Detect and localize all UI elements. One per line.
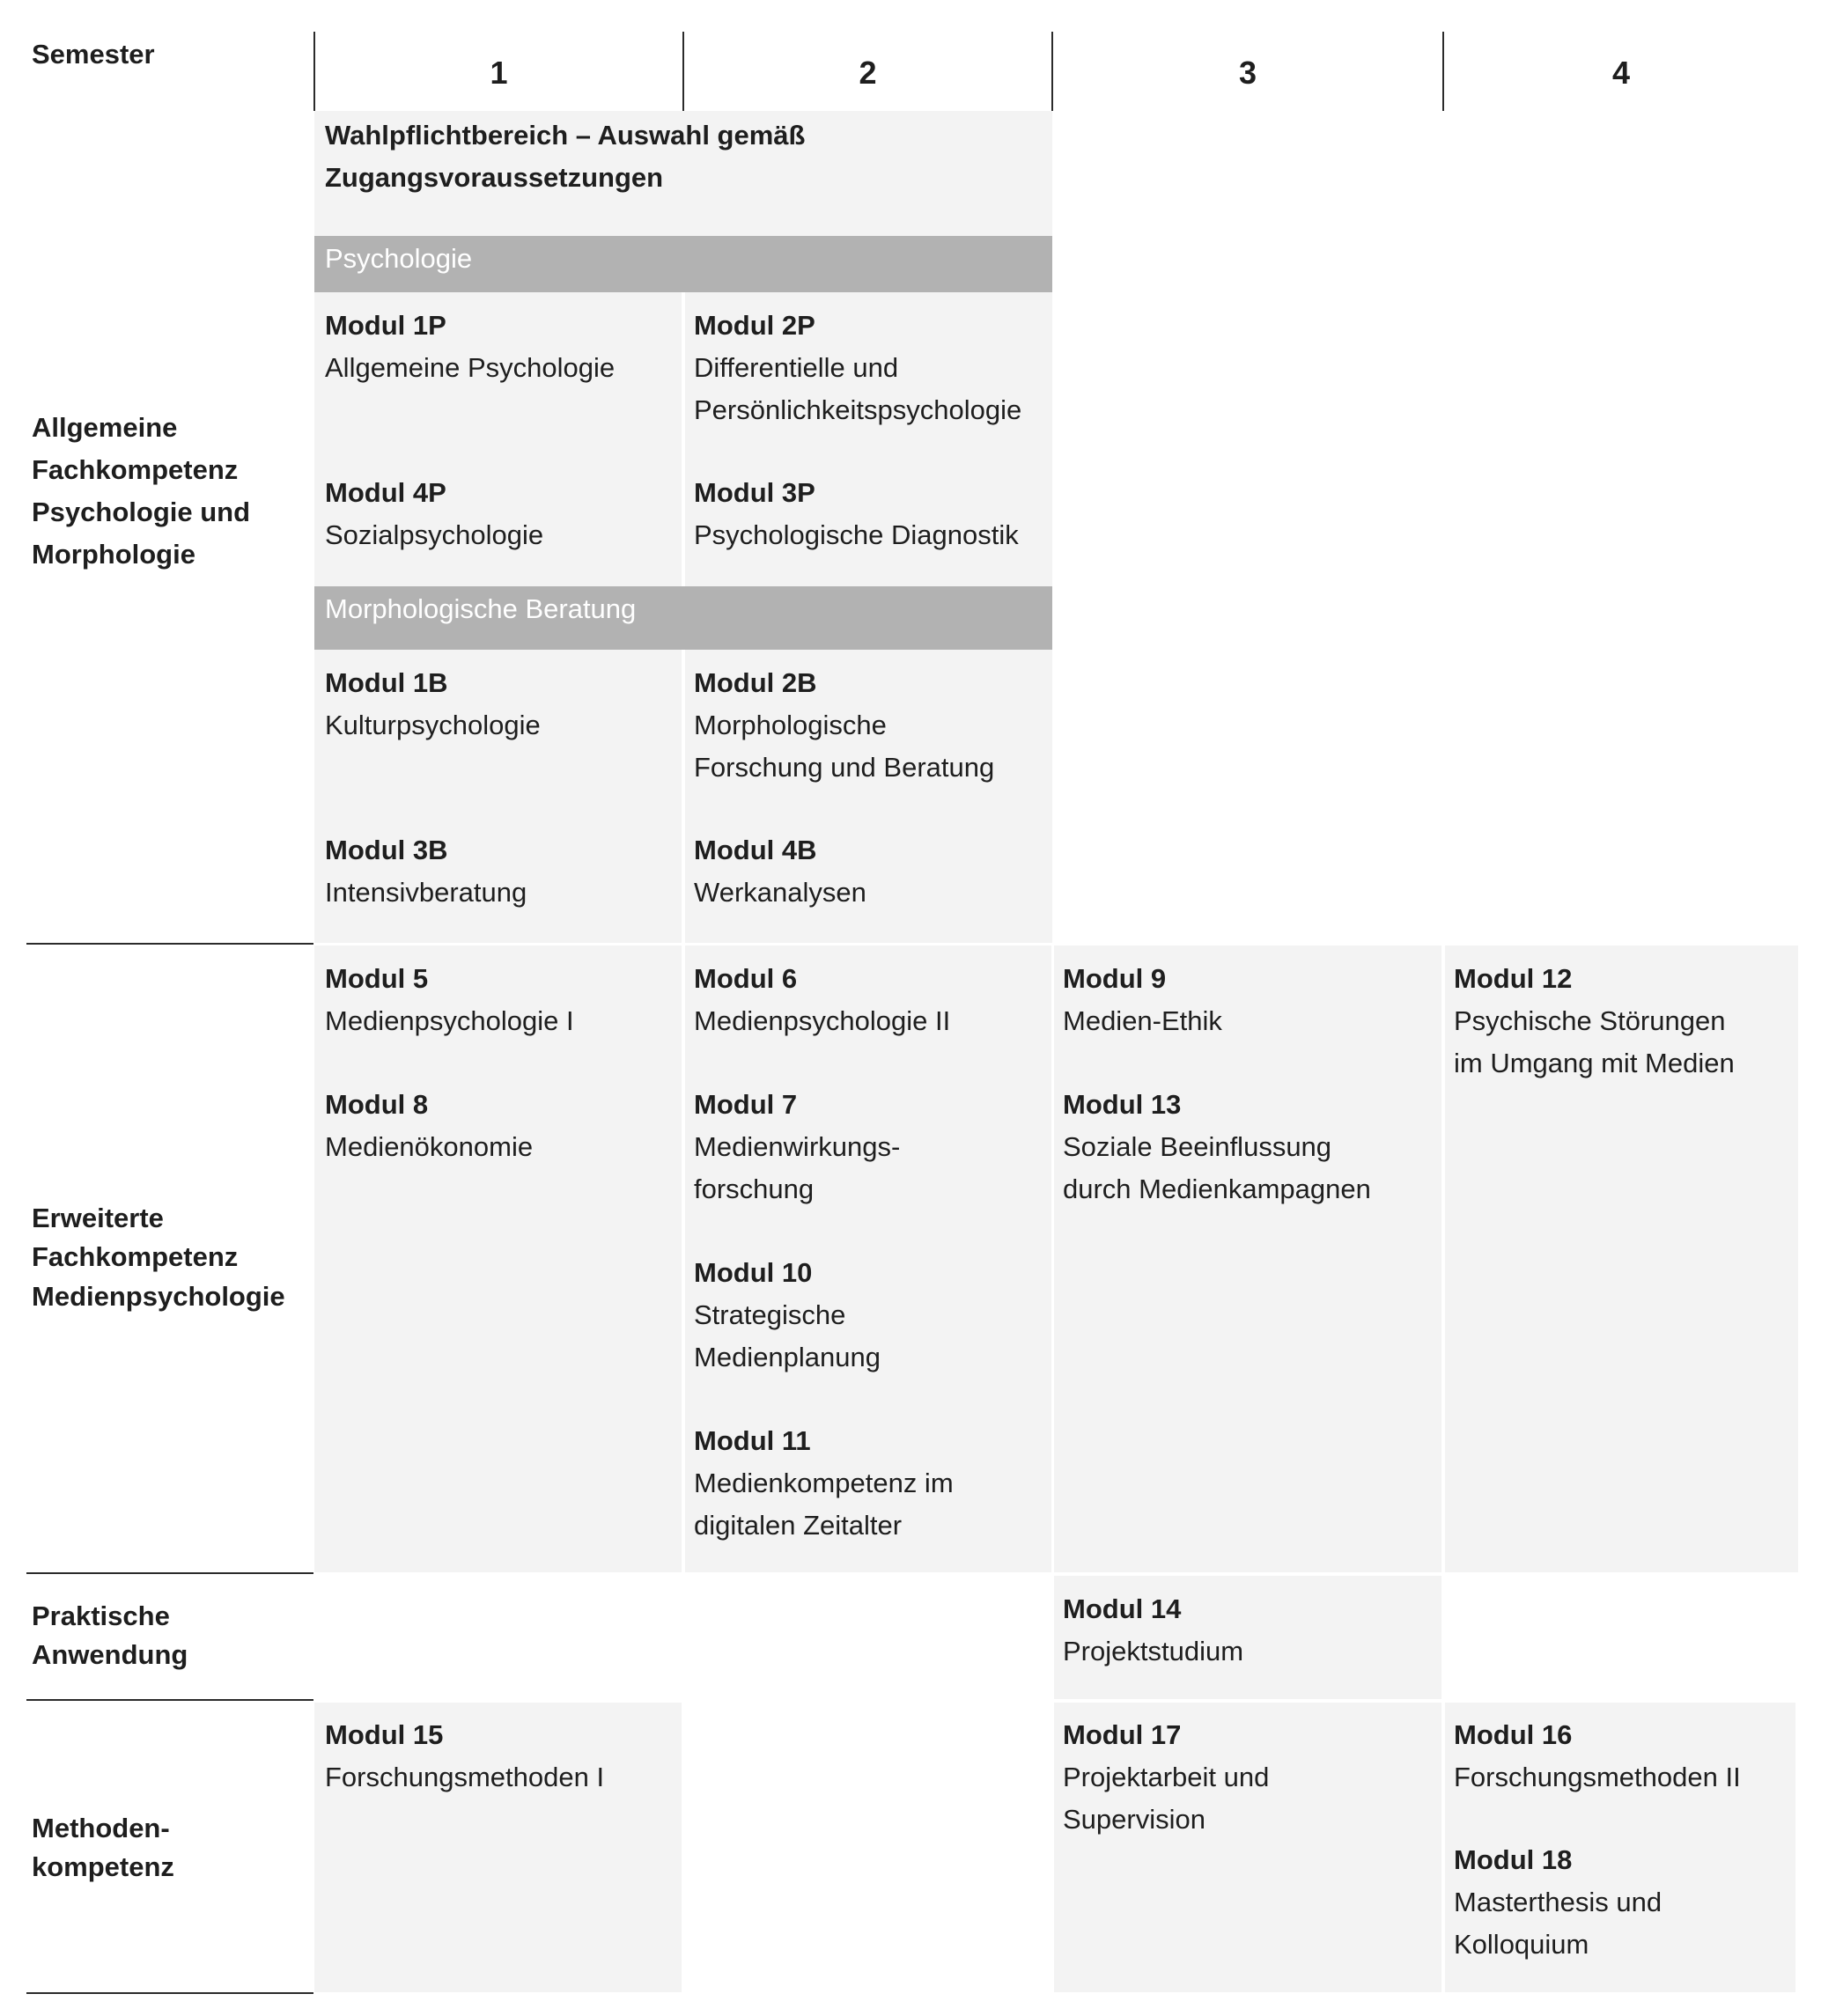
module-3p: Modul 3P Psychologische Diagnostik	[694, 477, 1019, 551]
psychologie-band: Psychologie	[314, 236, 1052, 292]
module-10: Modul 10 Strategische Medienplanung	[694, 1257, 881, 1373]
row-separator	[26, 943, 313, 945]
row-label-erweiterte: Erweiterte Fachkompetenz Medienpsychologie	[32, 1203, 285, 1312]
module-17: Modul 17 Projektarbeit und Supervision	[1063, 1719, 1270, 1836]
module-12: Modul 12 Psychische Störungen im Umgang mit Medien	[1454, 963, 1735, 1079]
module-16: Modul 16 Forschungsmethoden II	[1454, 1719, 1741, 1793]
module-5: Modul 5 Medienpsychologie I	[325, 963, 574, 1037]
semester-2-header: 2	[859, 55, 877, 91]
module-1b: Modul 1B Kulturpsychologie	[325, 667, 541, 741]
module-4b: Modul 4B Werkanalysen	[694, 835, 866, 909]
module-4p: Modul 4P Sozialpsychologie	[325, 477, 544, 551]
module-6: Modul 6 Medienpsychologie II	[694, 963, 951, 1037]
row-label-allgemeine: Allgemeine Fachkompetenz Psychologie und Morphologie	[32, 412, 251, 570]
module-14: Modul 14 Projektstudium	[1063, 1593, 1244, 1667]
module-1p: Modul 1P Allgemeine Psychologie	[325, 310, 616, 384]
semester-1-header: 1	[490, 55, 508, 91]
module-7: Modul 7 Medienwirkungs- forschung	[694, 1089, 901, 1205]
module-9: Modul 9 Medien-Ethik	[1063, 963, 1222, 1037]
row-separator	[26, 1992, 313, 1994]
row-separator	[26, 1572, 313, 1574]
module-13: Modul 13 Soziale Beeinflussung durch Medienkampagnen	[1063, 1089, 1371, 1205]
semester-4-header: 4	[1611, 55, 1631, 91]
row-label-praktische: Praktische Anwendung	[32, 1600, 188, 1671]
semester-label: Semester	[32, 39, 155, 70]
beratung-band: Morphologische Beratung	[314, 586, 1052, 650]
module-2p: Modul 2P Differentielle und Persönlichkeitspsychologie	[694, 310, 1022, 426]
module-15: Modul 15 Forschungsmethoden I	[325, 1719, 605, 1793]
wahlpflicht-heading: Wahlpflichtbereich – Auswahl gemäß Zugangsvoraussetzungen	[325, 120, 806, 194]
module-11: Modul 11 Medienkompetenz im digitalen Zeitalter	[694, 1425, 954, 1541]
module-2b: Modul 2B Morphologische Forschung und Beratung	[694, 667, 995, 784]
module-18: Modul 18 Masterthesis und Kolloquium	[1454, 1844, 1662, 1961]
module-3b: Modul 3B Intensivberatung	[325, 835, 527, 909]
row-separator	[26, 1699, 313, 1701]
module-8: Modul 8 Medienökonomie	[325, 1089, 534, 1163]
semester-3-header: 3	[1238, 55, 1257, 91]
row-label-methoden: Methoden- kompetenz	[32, 1813, 174, 1883]
